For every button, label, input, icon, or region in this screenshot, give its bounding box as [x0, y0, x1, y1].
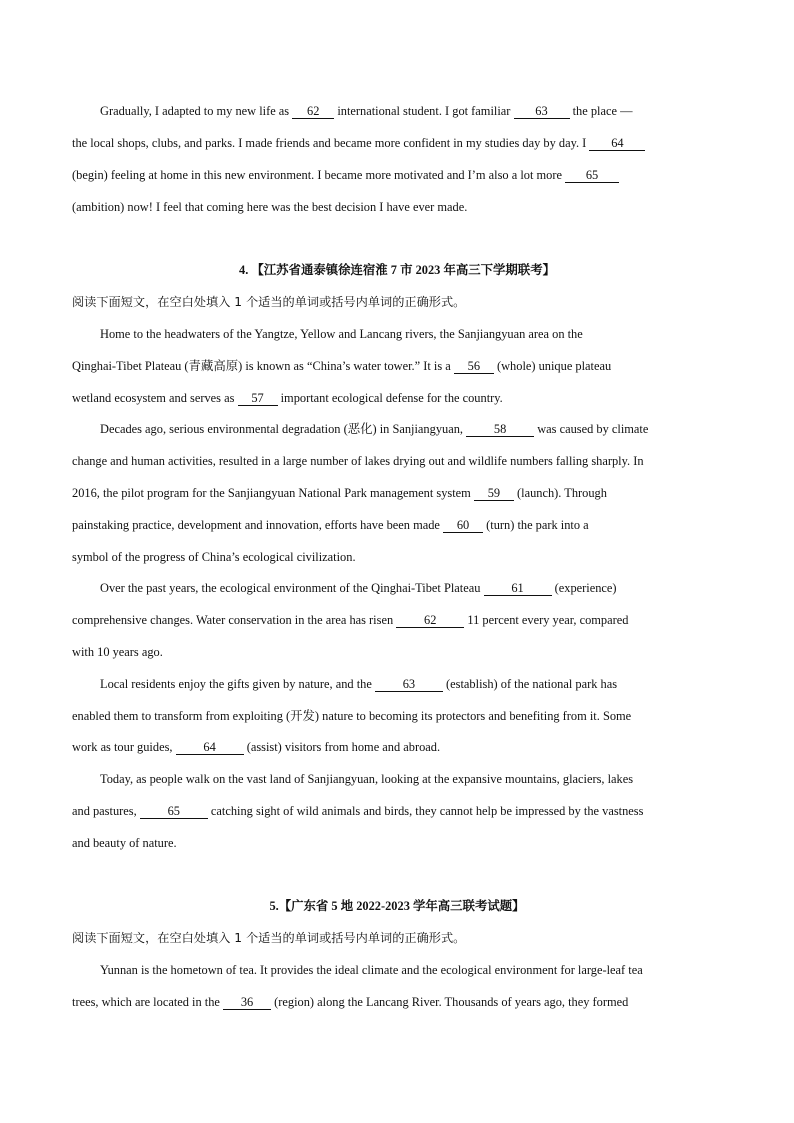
text-run: 2016, the pilot program for the Sanjiangyuan National Park management system [72, 486, 474, 500]
text-run: wetland ecosystem and serves as [72, 391, 238, 405]
blank-62[interactable]: 62 [292, 104, 334, 119]
text-run: was caused by climate [534, 422, 649, 436]
section-heading: 5.【广东省 5 地 2022-2023 学年高三联考试题】 [269, 899, 525, 913]
paragraph-line [100, 676, 617, 692]
paragraph-line [72, 485, 607, 501]
text-run: important ecological defense for the country. [277, 391, 503, 405]
instruction-text: 阅读下面短文，在空白处填入 1 个适当的单词或括号内单词的正确形式。 [72, 931, 466, 945]
blank-65[interactable]: 65 [565, 168, 619, 183]
paragraph-line [100, 771, 633, 787]
text-run: and beauty of nature. [72, 836, 177, 850]
text-run: (region) along the Lancang River. Thousands of years ago, they formed [271, 995, 629, 1009]
text-run: Qinghai-Tibet Plateau (青藏高原) is known as “China’s water tower.” It is a [72, 359, 454, 373]
blank-59[interactable]: 59 [474, 486, 514, 501]
blank-65-s4[interactable]: 65 [140, 804, 208, 819]
paragraph-line [72, 644, 163, 660]
text-run: the place — [569, 104, 633, 118]
text-run: Over the past years, the ecological environment of the Qinghai-Tibet Plateau [100, 581, 484, 595]
text-run: and pastures, [72, 804, 140, 818]
text-run: change and human activities, resulted in a large number of lakes drying out and wildlife numbers falling sharply. In [72, 454, 644, 468]
text-run: (turn) the park into a [483, 518, 589, 532]
paragraph-line [100, 580, 617, 596]
paragraph-line [72, 390, 503, 406]
text-run: work as tour guides, [72, 740, 176, 754]
paragraph-line [72, 803, 643, 819]
paragraph-line [72, 739, 440, 755]
text-run: (begin) feeling at home in this new environment. I became more motivated and I’m also a lot more [72, 168, 566, 182]
text-run: Yunnan is the hometown of tea. It provides the ideal climate and the ecological environment for large-leaf tea [100, 963, 643, 977]
blank-56[interactable]: 56 [454, 359, 494, 374]
text-run: enabled them to transform from exploiting (开发) nature to becoming its protectors and benefiting from it. Some [72, 709, 632, 723]
paragraph-line [100, 962, 643, 978]
text-run: international student. I got familiar [334, 104, 514, 118]
text-run: (whole) unique plateau [493, 359, 612, 373]
text-run: Local residents enjoy the gifts given by nature, and the [100, 677, 375, 691]
paragraph-line [72, 549, 356, 565]
blank-60[interactable]: 60 [443, 518, 483, 533]
text-run: 11 percent every year, compared [464, 613, 629, 627]
text-run: catching sight of wild animals and birds, they cannot help be impressed by the vastness [207, 804, 644, 818]
blank-62-s4[interactable]: 62 [396, 613, 464, 628]
text-run: painstaking practice, development and innovation, efforts have been made [72, 518, 444, 532]
blank-36[interactable]: 36 [223, 995, 271, 1010]
text-run: Today, as people walk on the vast land of Sanjiangyuan, looking at the expansive mountains, glaciers, lakes [100, 772, 634, 786]
blank-57[interactable]: 57 [238, 391, 278, 406]
text-run: (assist) visitors from home and abroad. [243, 740, 441, 754]
text-run: (ambition) now! I feel that coming here was the best decision I have ever made. [72, 200, 468, 214]
text-run: trees, which are located in the [72, 995, 224, 1009]
paragraph-line [72, 453, 644, 469]
text-run: Gradually, I adapted to my new life as [100, 104, 293, 118]
paragraph-line [72, 167, 619, 183]
paragraph-line [100, 103, 632, 119]
paragraph-line [72, 135, 645, 151]
section-heading: 4. 【江苏省通泰镇徐连宿淮 7 市 2023 年高三下学期联考】 [239, 263, 555, 277]
paragraph-line [72, 994, 628, 1010]
paragraph-line [72, 199, 467, 215]
paragraph-line [72, 517, 589, 533]
blank-63[interactable]: 63 [514, 104, 570, 119]
blank-64[interactable]: 64 [589, 136, 645, 151]
text-run: comprehensive changes. Water conservation in the area has risen [72, 613, 397, 627]
paragraph-line [72, 358, 611, 374]
text-run: (launch). Through [513, 486, 607, 500]
text-run: symbol of the progress of China’s ecological civilization. [72, 550, 356, 564]
instruction-text: 阅读下面短文，在空白处填入 1 个适当的单词或括号内单词的正确形式。 [72, 295, 466, 309]
blank-64-s4[interactable]: 64 [176, 740, 244, 755]
paragraph-line [72, 612, 628, 628]
text-run: Decades ago, serious environmental degradation (恶化) in Sanjiangyuan, [100, 422, 467, 436]
text-run: the local shops, clubs, and parks. I made friends and became more confident in my studies day by day. I [72, 136, 590, 150]
blank-61[interactable]: 61 [484, 581, 552, 596]
text-run: Home to the headwaters of the Yangtze, Yellow and Lancang rivers, the Sanjiangyuan area on the [100, 327, 583, 341]
blank-63-s4[interactable]: 63 [375, 677, 443, 692]
blank-58[interactable]: 58 [466, 422, 534, 437]
text-run: with 10 years ago. [72, 645, 163, 659]
text-run: (establish) of the national park has [442, 677, 618, 691]
paragraph-line [100, 421, 648, 437]
paragraph-line [100, 326, 583, 342]
text-run: (experience) [551, 581, 617, 595]
paragraph-line [72, 708, 631, 724]
paragraph-line [72, 835, 177, 851]
